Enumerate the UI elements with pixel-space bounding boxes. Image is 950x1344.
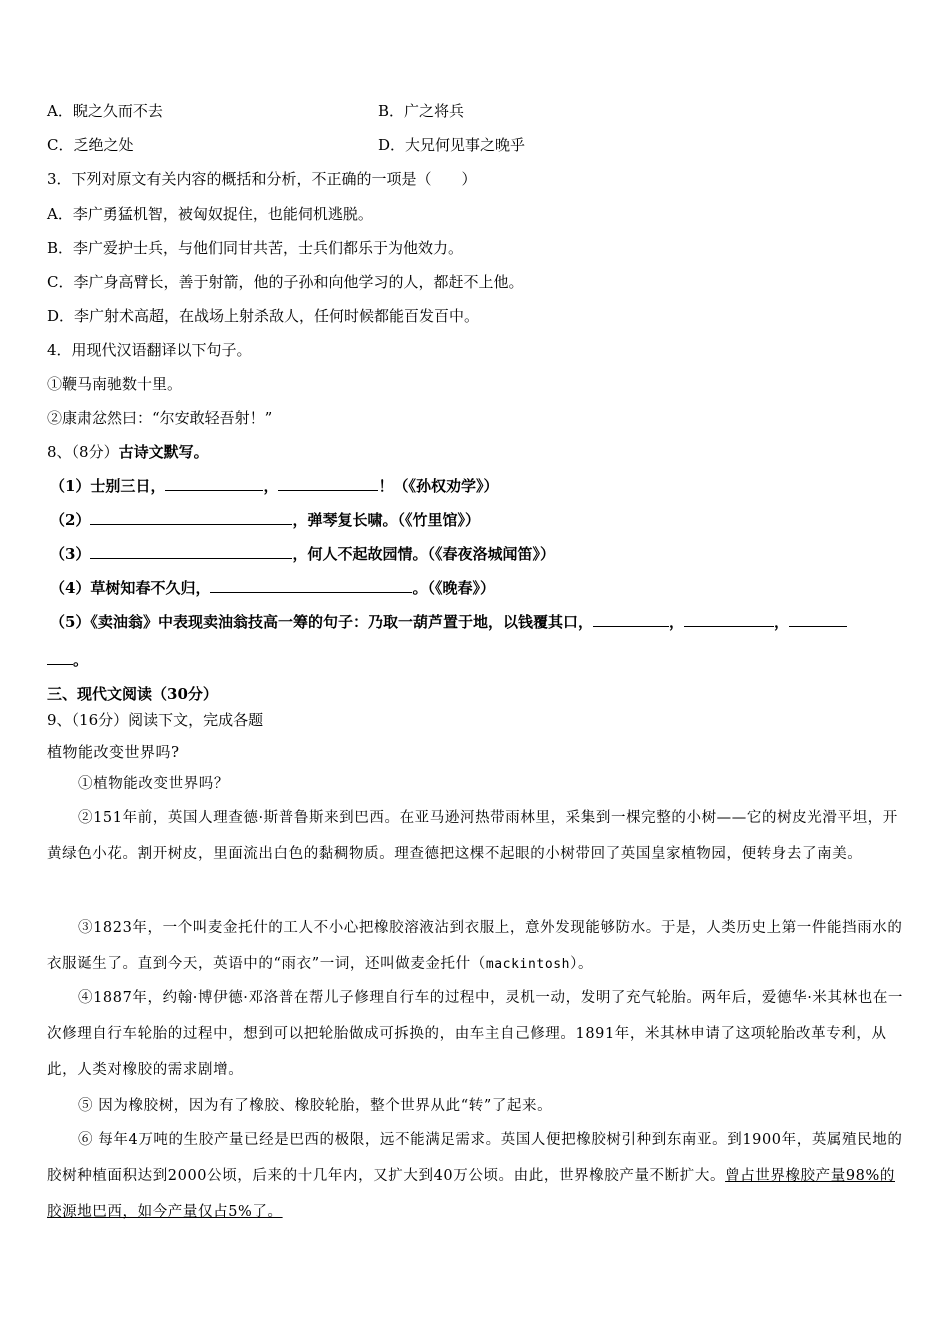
blank-5a[interactable] [593,612,669,627]
article-p3-end: ）。 [570,956,594,972]
q4-sentence-1: ①鞭马南驰数十里。 [47,375,183,393]
article-p5: ⑤ 因为橡胶树，因为有了橡胶、橡胶轮胎，整个世界从此“转”了起来。 [78,1098,553,1114]
q8-line-4 [50,578,495,598]
q8-line-5-cont [47,650,88,670]
article-p3 [47,910,907,983]
blank-5c-cont[interactable] [47,650,73,665]
blank-1a[interactable] [165,476,263,491]
blank-4[interactable] [210,578,412,593]
q3-option-d: D．李广射术高超，在战场上射杀敌人，任何时候都能百发百中。 [47,307,480,325]
article-p6-text: ⑥ 每年4万吨的生胶产量已经是巴西的极限，远不能满足需求。英国人便把橡胶树引种到东南亚。到1900年，英属殖民地的胶树种植面积达到2000公顷，后来的十几年内，又扩大到40万公顷。由此，世界橡胶产量不断扩大。 [47,1132,903,1184]
article-p2: ②151年前，英国人理查德·斯普鲁斯来到巴西。在亚马逊河热带雨林里，采集到一棵完整的小树——它的树皮光滑平坦，开黄绿色小花。割开树皮，里面流出白色的黏稠物质。理查德把这棵不起眼的小树带回了英国皇家植物园，便转身去了南美。 [47,810,898,862]
blank-1b[interactable] [278,476,378,491]
q8-title: 古诗文默写。 [118,443,209,461]
blank-2[interactable] [90,510,292,525]
q8-line-5-text-c: ， [773,613,789,631]
q2-option-c: C．乏绝之处 [47,136,134,154]
q8-line-5-text-b: ， [668,613,684,631]
q3-stem: 3．下列对原文有关内容的概括和分析，不正确的一项是（ ） [47,170,477,188]
q8-line-1-text-a: （1）士别三日， [50,477,166,495]
blank-5b[interactable] [684,612,774,627]
article-p6-underlined: 曾占世界橡胶产量98%的胶源地巴西，如今产量仅占5%了。 [47,1168,895,1220]
q8-line-5-text-a: （5）《卖油翁》中表现卖油翁技高一筹的句子：乃取一葫芦置于地，以钱覆其口， [50,613,593,631]
section-heading: 三、现代文阅读（30分） [47,685,218,703]
blank-5c[interactable] [789,612,847,627]
q8-line-4-text-b: 。（《晚春》） [412,579,495,597]
q8-line-4-text-a: （4）草树知春不久归， [50,579,211,597]
q3-option-a: A．李广勇猛机智，被匈奴捉住，也能伺机逃脱。 [47,205,373,223]
article-p1: ①植物能改变世界吗？ [78,776,229,792]
article-p4: ④1887年，约翰·博伊德·邓洛普在帮儿子修理自行车的过程中，灵机一动，发明了充气轮胎。两年后，爱德华·米其林也在一次修理自行车轮胎的过程中，想到可以把轮胎做成可拆换的，由车主自己修理。1891年，米其林申请了这项轮胎改革专利，从此，人类对橡胶的需求剧增。 [47,990,904,1078]
q2-option-b: B．广之将兵 [378,102,465,120]
q8-line-5 [50,612,847,632]
q4-sentence-2: ②康肃忿然曰：“尔安敢轻吾射！” [47,409,273,427]
article-title: 植物能改变世界吗? [47,743,180,761]
q8-line-2-text-a: （2） [50,511,91,529]
blank-3[interactable] [90,544,292,559]
q8-number: 8、（8分） [47,443,119,461]
q8-heading [47,442,209,462]
article-p6 [47,1122,907,1230]
article-p3-text: ③1823年，一个叫麦金托什的工人不小心把橡胶溶液沾到衣服上，意外发现能够防水。于是，人类历史上第一件能挡雨水的衣服诞生了。直到今天，英语中的“雨衣”一词，还叫做麦金托什（ [47,920,903,972]
q8-line-2 [50,510,480,530]
q8-line-1-text-b: ， [263,477,279,495]
q8-line-3-text-b: ，何人不起故园情。（《春夜洛城闻笛》） [292,545,555,563]
q3-option-c: C．李广身高臂长，善于射箭，他的子孙和向他学习的人，都赶不上他。 [47,273,524,291]
q9-heading: 9、（16分）阅读下文，完成各题 [47,711,264,729]
q2-option-d: D．大兄何见事之晚乎 [378,136,526,154]
q8-line-2-text-b: ，弹琴复长啸。（《竹里馆》） [292,511,480,529]
q8-line-3-text-a: （3） [50,545,91,563]
q8-line-1 [50,476,498,496]
q2-option-a: A．睨之久而不去 [47,102,163,120]
article-p3-english: mackintosh [485,957,571,972]
q8-line-1-text-c: ！（《孙权劝学》） [378,477,499,495]
q4-stem: 4．用现代汉语翻译以下句子。 [47,341,252,359]
q8-line-5-text-d: 。 [73,651,89,669]
q8-line-3 [50,544,555,564]
q3-option-b: B．李广爱护士兵，与他们同甘共苦，士兵们都乐于为他效力。 [47,239,464,257]
